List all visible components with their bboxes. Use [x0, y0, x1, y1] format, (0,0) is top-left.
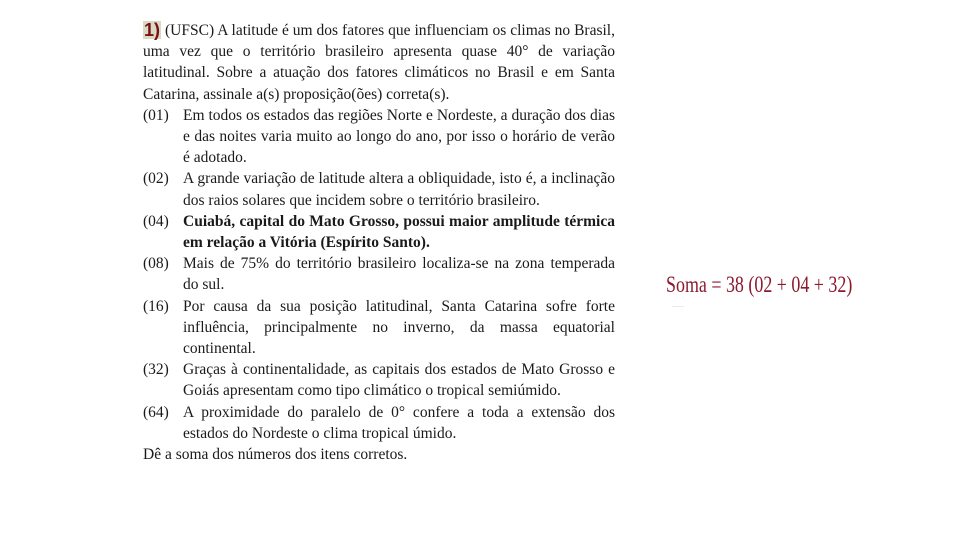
item-text: A proximidade do paralelo de 0° confere a toda a extensão dos estados do Nordeste o clima tropical úmido.: [183, 403, 615, 442]
item-text: Mais de 75% do território brasileiro localiza-se na zona temperada do sul.: [183, 255, 615, 294]
answer-underline-mark: [672, 300, 684, 307]
item-08: [143, 253, 615, 295]
item-64: [143, 402, 615, 444]
question-intro: [143, 20, 615, 105]
item-text: Em todos os estados das regiões Norte e Nordeste, a duração dos dias e das noites varia muito ao longo do ano, por isso o horário de verão é adotado.: [183, 106, 615, 167]
question-intro-text: (UFSC) A latitude é um dos fatores que influenciam os climas no Brasil, uma vez que o território brasileiro apresenta quase 40° de variação latitudinal. Sobre a atuação dos fatores climáticos no Brasil e em Santa Catarina, assinale a(s) proposição(ões) correta(s).: [143, 22, 615, 103]
item-number: (01): [143, 106, 169, 124]
item-number: (32): [143, 361, 169, 379]
item-text: Graças à continentalidade, as capitais dos estados de Mato Grosso e Goiás apresentam como tipo climático o tropical semiúmido.: [183, 361, 615, 400]
item-number: (08): [143, 255, 169, 273]
item-04: [143, 211, 615, 253]
question-number-badge: 1): [144, 20, 161, 40]
answer-sum: Soma = 38 (02 + 04 + 32): [666, 272, 853, 297]
item-01: [143, 105, 615, 169]
item-text: A grande variação de latitude altera a obliquidade, isto é, a inclinação dos raios solares que incidem sobre o território brasileiro.: [183, 170, 615, 209]
item-text: Por causa da sua posição latitudinal, Santa Catarina sofre forte influência, principalmente no inverno, da massa equatorial continental.: [183, 297, 615, 358]
item-16: [143, 296, 615, 360]
item-32: [143, 359, 615, 401]
item-number: (64): [143, 403, 169, 421]
item-text: Cuiabá, capital do Mato Grosso, possui maior amplitude térmica em relação a Vitória (Espírito Santo).: [183, 212, 615, 252]
question-block: [143, 20, 615, 465]
question-footer: Dê a soma dos números dos itens corretos.: [143, 446, 408, 464]
item-number: (02): [143, 170, 169, 188]
item-number: (16): [143, 297, 169, 315]
item-number: (04): [143, 212, 169, 230]
item-02: [143, 168, 615, 210]
